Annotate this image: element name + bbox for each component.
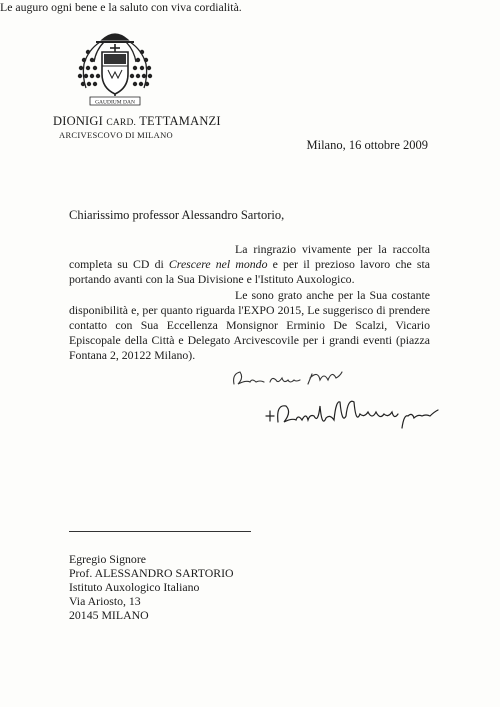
sender-last-name: TETTAMANZI <box>139 114 221 128</box>
body-paragraph-2: Le sono grato anche per la Sua costante disponibilità e, per quanto riguarda l'EXPO 2015, Le suggerisco di prendere contatto con Sua Eccellenza Monsignor Erminio De Scalzi, Vicario Episcopale della Città e Delegato Arcivescovile per i grandi eventi (piazza Fontana 2, 20122 Milano). <box>69 288 430 362</box>
body-paragraph-3: Le auguro ogni bene e la saluto con viva cordialità. <box>0 0 242 14</box>
cardinal-coat-of-arms-icon <box>74 26 156 108</box>
address-greeting: Egregio Signore <box>69 552 146 566</box>
body-paragraph-1 <box>69 242 430 287</box>
sender-title: ARCIVESCOVO DI MILANO <box>59 130 173 140</box>
divider-line <box>69 531 251 532</box>
salutation: Chiarissimo professor Alessandro Sartorio, <box>69 208 285 222</box>
recipient-address <box>69 552 234 622</box>
address-institution: Istituto Auxologico Italiano <box>69 580 200 594</box>
address-street: Via Ariosto, 13 <box>69 594 141 608</box>
address-recipient-name: Prof. ALESSANDRO SARTORIO <box>69 566 234 580</box>
p1-text-end: e per il prezioso lavoro che sta portando avanti con la Sua Divisione e l'Istituto Auxologico. <box>69 257 430 286</box>
sender-name <box>53 114 221 129</box>
address-city: 20145 MILANO <box>69 608 149 622</box>
handwritten-greeting-icon <box>228 362 348 396</box>
crest-motto: GAUDIUM DAN <box>95 99 135 106</box>
p1-title-italic: Crescere nel mondo <box>168 257 268 271</box>
p1-text-start: La ringrazio vivamente per la raccolta completa su CD di <box>69 242 430 271</box>
sender-card-abbrev: CARD. <box>106 118 137 128</box>
handwritten-signature-icon <box>262 394 442 436</box>
sender-first-name: DIONIGI <box>53 114 103 128</box>
letter-date: Milano, 16 ottobre 2009 <box>306 138 428 152</box>
